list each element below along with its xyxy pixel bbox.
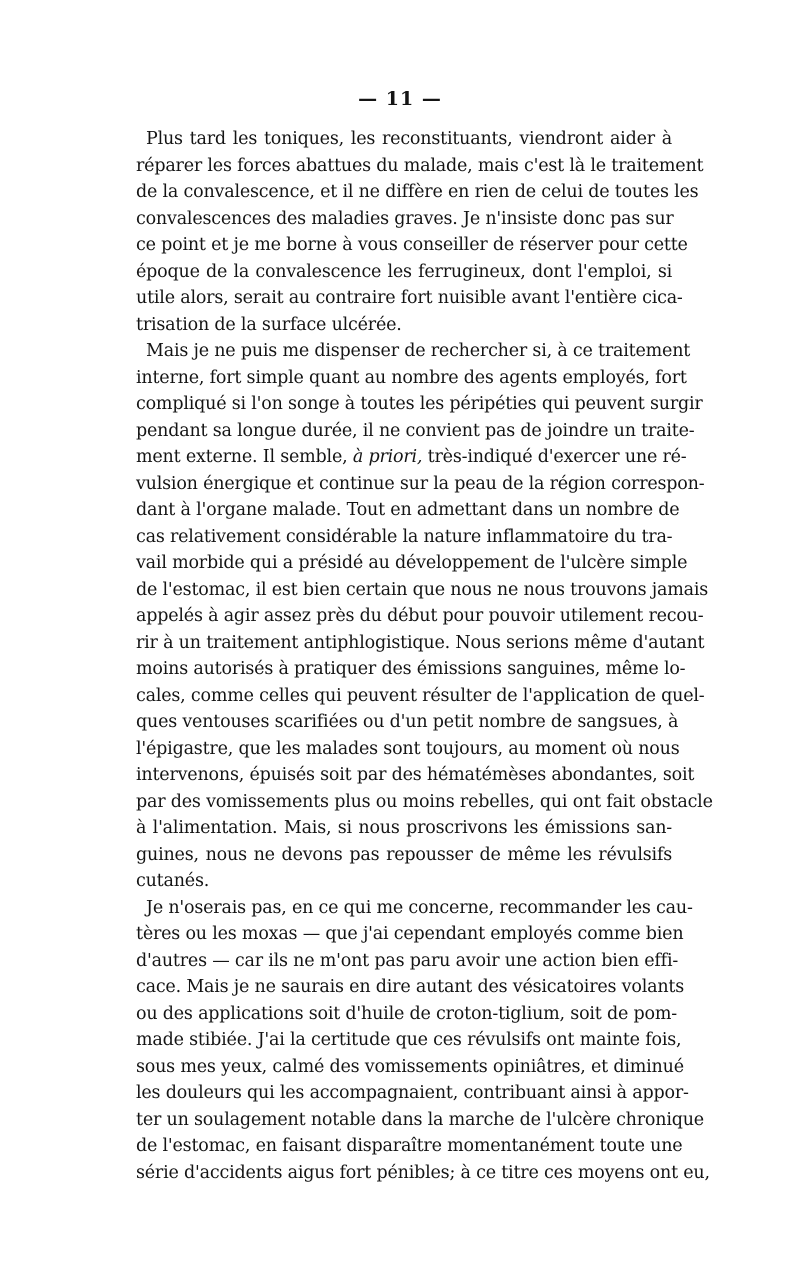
body-text xyxy=(136,126,713,1186)
paragraph-2 xyxy=(136,338,713,895)
text-line: série d'accidents aigus fort pénibles; à ce titre ces moyens ont eu, xyxy=(136,1162,710,1183)
text-line: par des vomissements plus ou moins rebelles, qui ont fait obstacle xyxy=(136,791,713,812)
text-line: Mais je ne puis me dispenser de rechercher si, à ce traitement xyxy=(146,341,691,361)
text-line: vail morbide qui a présidé au développement de l'ulcère simple xyxy=(136,553,688,573)
text-line: pendant sa longue durée, il ne convient pas de joindre un traite- xyxy=(136,420,695,441)
text-line: rir à un traitement antiphlogistique. Nous serions même d'autant xyxy=(136,632,705,653)
text-line: Je n'oserais pas, en ce qui me concerne, recommander les cau- xyxy=(146,897,693,918)
text-line: made stibiée. J'ai la certitude que ces révulsifs ont mainte fois, xyxy=(136,1030,682,1050)
text-line: de l'estomac, il est bien certain que nous ne nous trouvons jamais xyxy=(136,579,709,600)
text-line: réparer les forces abattues du malade, mais c'est là le traitement xyxy=(136,155,704,176)
text-line: intervenons, épuisés soit par des hématémèses abondantes, soit xyxy=(136,765,695,785)
text-fragment: ment externe. Il semble, xyxy=(136,447,348,467)
text-line: cas relativement considérable la nature inflammatoire du tra- xyxy=(136,526,673,547)
text-line: les douleurs qui les accompagnaient, contribuant ainsi à appor- xyxy=(136,1083,689,1103)
text-line: guines, nous ne devons pas repousser de même les révulsifs xyxy=(136,844,672,865)
text-line: moins autorisés à pratiquer des émissions sanguines, même lo- xyxy=(136,659,686,679)
text-line: à l'alimentation. Mais, si nous proscrivons les émissions san- xyxy=(136,818,672,838)
text-line: cutanés. xyxy=(136,871,210,891)
text-line: sous mes yeux, calmé des vomissements opiniâtres, et diminué xyxy=(136,1056,684,1077)
text-line: ou des applications soit d'huile de croton-tiglium, soit de pom- xyxy=(136,1003,677,1024)
text-line: l'épigastre, que les malades sont toujours, au moment où nous xyxy=(136,738,680,759)
text-line: ques ventouses scarifiées ou d'un petit nombre de sangsues, à xyxy=(136,712,679,732)
text-line: ce point et je me borne à vous conseiller de réserver pour cette xyxy=(136,235,688,255)
text-line: compliqué si l'on songe à toutes les péripéties qui peuvent surgir xyxy=(136,394,703,414)
text-line: interne, fort simple quant au nombre des agents employés, fort xyxy=(136,367,687,388)
text-line: dant à l'organe malade. Tout en admettant dans un nombre de xyxy=(136,500,680,520)
text-line: Plus tard les toniques, les reconstituants, viendront aider à xyxy=(146,129,672,149)
italic-phrase: à priori, xyxy=(352,447,423,467)
text-line: cace. Mais je ne saurais en dire autant des vésicatoires volants xyxy=(136,977,685,997)
text-line: de la convalescence, et il ne diffère en rien de celui de toutes les xyxy=(136,182,699,202)
paragraph-3 xyxy=(136,895,710,1187)
text-line: époque de la convalescence les ferrugineux, dont l'emploi, si xyxy=(136,261,672,282)
text-line: convalescences des maladies graves. Je n'insiste donc pas sur xyxy=(136,208,674,229)
page-number: — 11 — xyxy=(358,88,442,110)
text-line: vulsion énergique et continue sur la peau de la région correspon- xyxy=(136,473,705,494)
paragraph-1 xyxy=(136,126,704,338)
text-fragment: très-indiqué d'exercer une ré- xyxy=(427,447,687,467)
text-line: tères ou les moxas — que j'ai cependant employés comme bien xyxy=(136,924,684,944)
text-line: appelés à agir assez près du début pour pouvoir utilement recou- xyxy=(136,606,704,626)
text-line: de l'estomac, en faisant disparaître momentanément toute une xyxy=(136,1136,683,1156)
text-line-mixed xyxy=(136,444,687,471)
text-line: ter un soulagement notable dans la marche de l'ulcère chronique xyxy=(136,1109,704,1130)
text-line: trisation de la surface ulcérée. xyxy=(136,314,402,335)
text-line: utile alors, serait au contraire fort nuisible avant l'entière cica- xyxy=(136,288,683,308)
text-line: d'autres — car ils ne m'ont pas paru avoir une action bien effi- xyxy=(136,950,679,971)
text-line: cales, comme celles qui peuvent résulter de l'application de quel- xyxy=(136,685,705,706)
